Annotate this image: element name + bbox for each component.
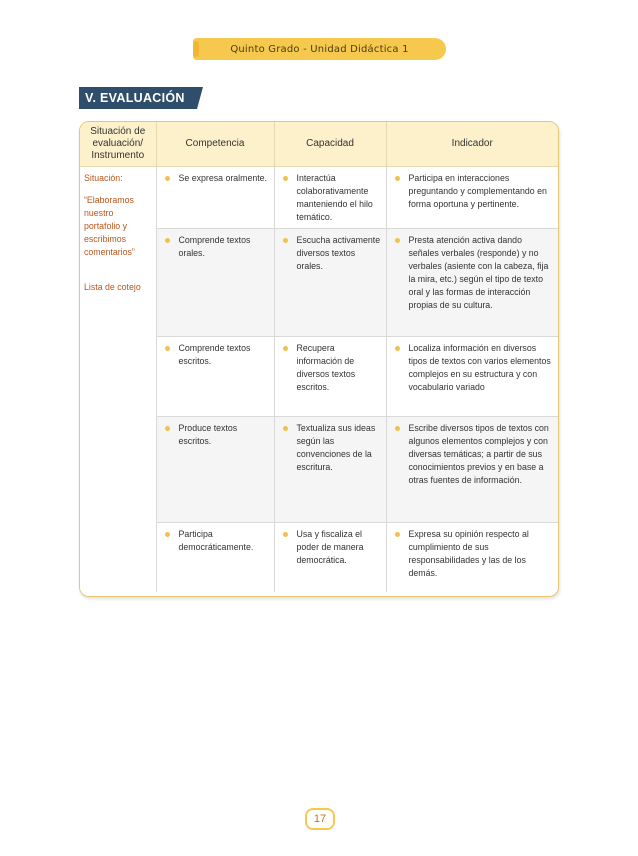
- indicador-cell: [386, 337, 558, 417]
- indicador-text: Presta atención activa dando señales verbales (responde) y no verbales (asiente con la cabeza, fija la mira, etc.) según el tipo de texto oral y las formas de interacción propias de su cultura.: [408, 235, 549, 310]
- capacidad-text: Recupera información de diversos textos escritos.: [296, 343, 356, 392]
- bullet-icon: [283, 426, 288, 431]
- competencia-cell: [156, 337, 274, 417]
- bullet-icon: [395, 176, 400, 181]
- capacidad-cell: [274, 337, 386, 417]
- capacidad-cell: [274, 523, 386, 593]
- competencia-text: Se expresa oralmente.: [178, 173, 268, 183]
- capacidad-text: Escucha activamente diversos textos orales.: [296, 235, 381, 271]
- bullet-icon: [395, 346, 400, 351]
- table-header-row: [80, 122, 558, 167]
- table-row: [80, 167, 558, 229]
- capacidad-cell: [274, 167, 386, 229]
- indicador-text: Participa en interacciones preguntando y complementando en forma oportuna y pertinente.: [408, 173, 547, 209]
- header-capacidad: Capacidad: [274, 122, 386, 167]
- header-banner: [193, 38, 446, 60]
- header-indicador: Indicador: [386, 122, 558, 167]
- indicador-text: Localiza información en diversos tipos de textos con varios elementos complejos en su estructura y con vocabulario variado: [408, 343, 551, 392]
- evaluation-table: [80, 122, 558, 592]
- bullet-icon: [395, 426, 400, 431]
- indicador-cell: [386, 167, 558, 229]
- section-title: V. EVALUACIÓN: [79, 87, 197, 109]
- capacidad-cell: [274, 417, 386, 523]
- competencia-cell: [156, 417, 274, 523]
- header-competencia: Competencia: [156, 122, 274, 167]
- situacion-cell: [80, 167, 156, 593]
- situacion-text: “Elaboramos nuestro portafolio y escribimos comentarios”: [84, 195, 135, 257]
- bullet-icon: [165, 346, 170, 351]
- bullet-icon: [283, 238, 288, 243]
- bullet-icon: [395, 238, 400, 243]
- competencia-cell: [156, 523, 274, 593]
- evaluation-table-container: [79, 121, 559, 597]
- competencia-cell: [156, 229, 274, 337]
- bullet-icon: [165, 176, 170, 181]
- banner-text: Quinto Grado - Unidad Didáctica 1: [230, 43, 409, 55]
- header-situacion: Situación de evaluación/ Instrumento: [80, 122, 156, 167]
- capacidad-text: Interactúa colaborativamente manteniendo el hilo temático.: [296, 173, 373, 222]
- competencia-text: Comprende textos orales.: [178, 235, 251, 258]
- situacion-label: Situación:: [84, 173, 123, 183]
- bullet-icon: [165, 238, 170, 243]
- competencia-text: Comprende textos escritos.: [178, 343, 251, 366]
- bullet-icon: [283, 346, 288, 351]
- indicador-cell: [386, 417, 558, 523]
- page-number: 17: [305, 808, 335, 830]
- competencia-cell: [156, 167, 274, 229]
- bullet-icon: [165, 426, 170, 431]
- indicador-cell: [386, 523, 558, 593]
- bullet-icon: [283, 532, 288, 537]
- capacidad-text: Usa y fiscaliza el poder de manera democrática.: [296, 529, 364, 565]
- bullet-icon: [395, 532, 400, 537]
- bullet-icon: [283, 176, 288, 181]
- instrumento-text: Lista de cotejo: [84, 282, 141, 292]
- indicador-cell: [386, 229, 558, 337]
- indicador-text: Expresa su opinión respecto al cumplimiento de sus responsabilidades y las de los demás.: [408, 529, 529, 578]
- bullet-icon: [165, 532, 170, 537]
- capacidad-text: Textualiza sus ideas según las convenciones de la escritura.: [296, 423, 376, 472]
- indicador-text: Escribe diversos tipos de textos con algunos elementos complejos y con diversas temáticas; a partir de sus conocimientos previos y en base a otras fuentes de información.: [408, 423, 549, 485]
- capacidad-cell: [274, 229, 386, 337]
- competencia-text: Produce textos escritos.: [178, 423, 238, 446]
- competencia-text: Participa democráticamente.: [178, 529, 254, 552]
